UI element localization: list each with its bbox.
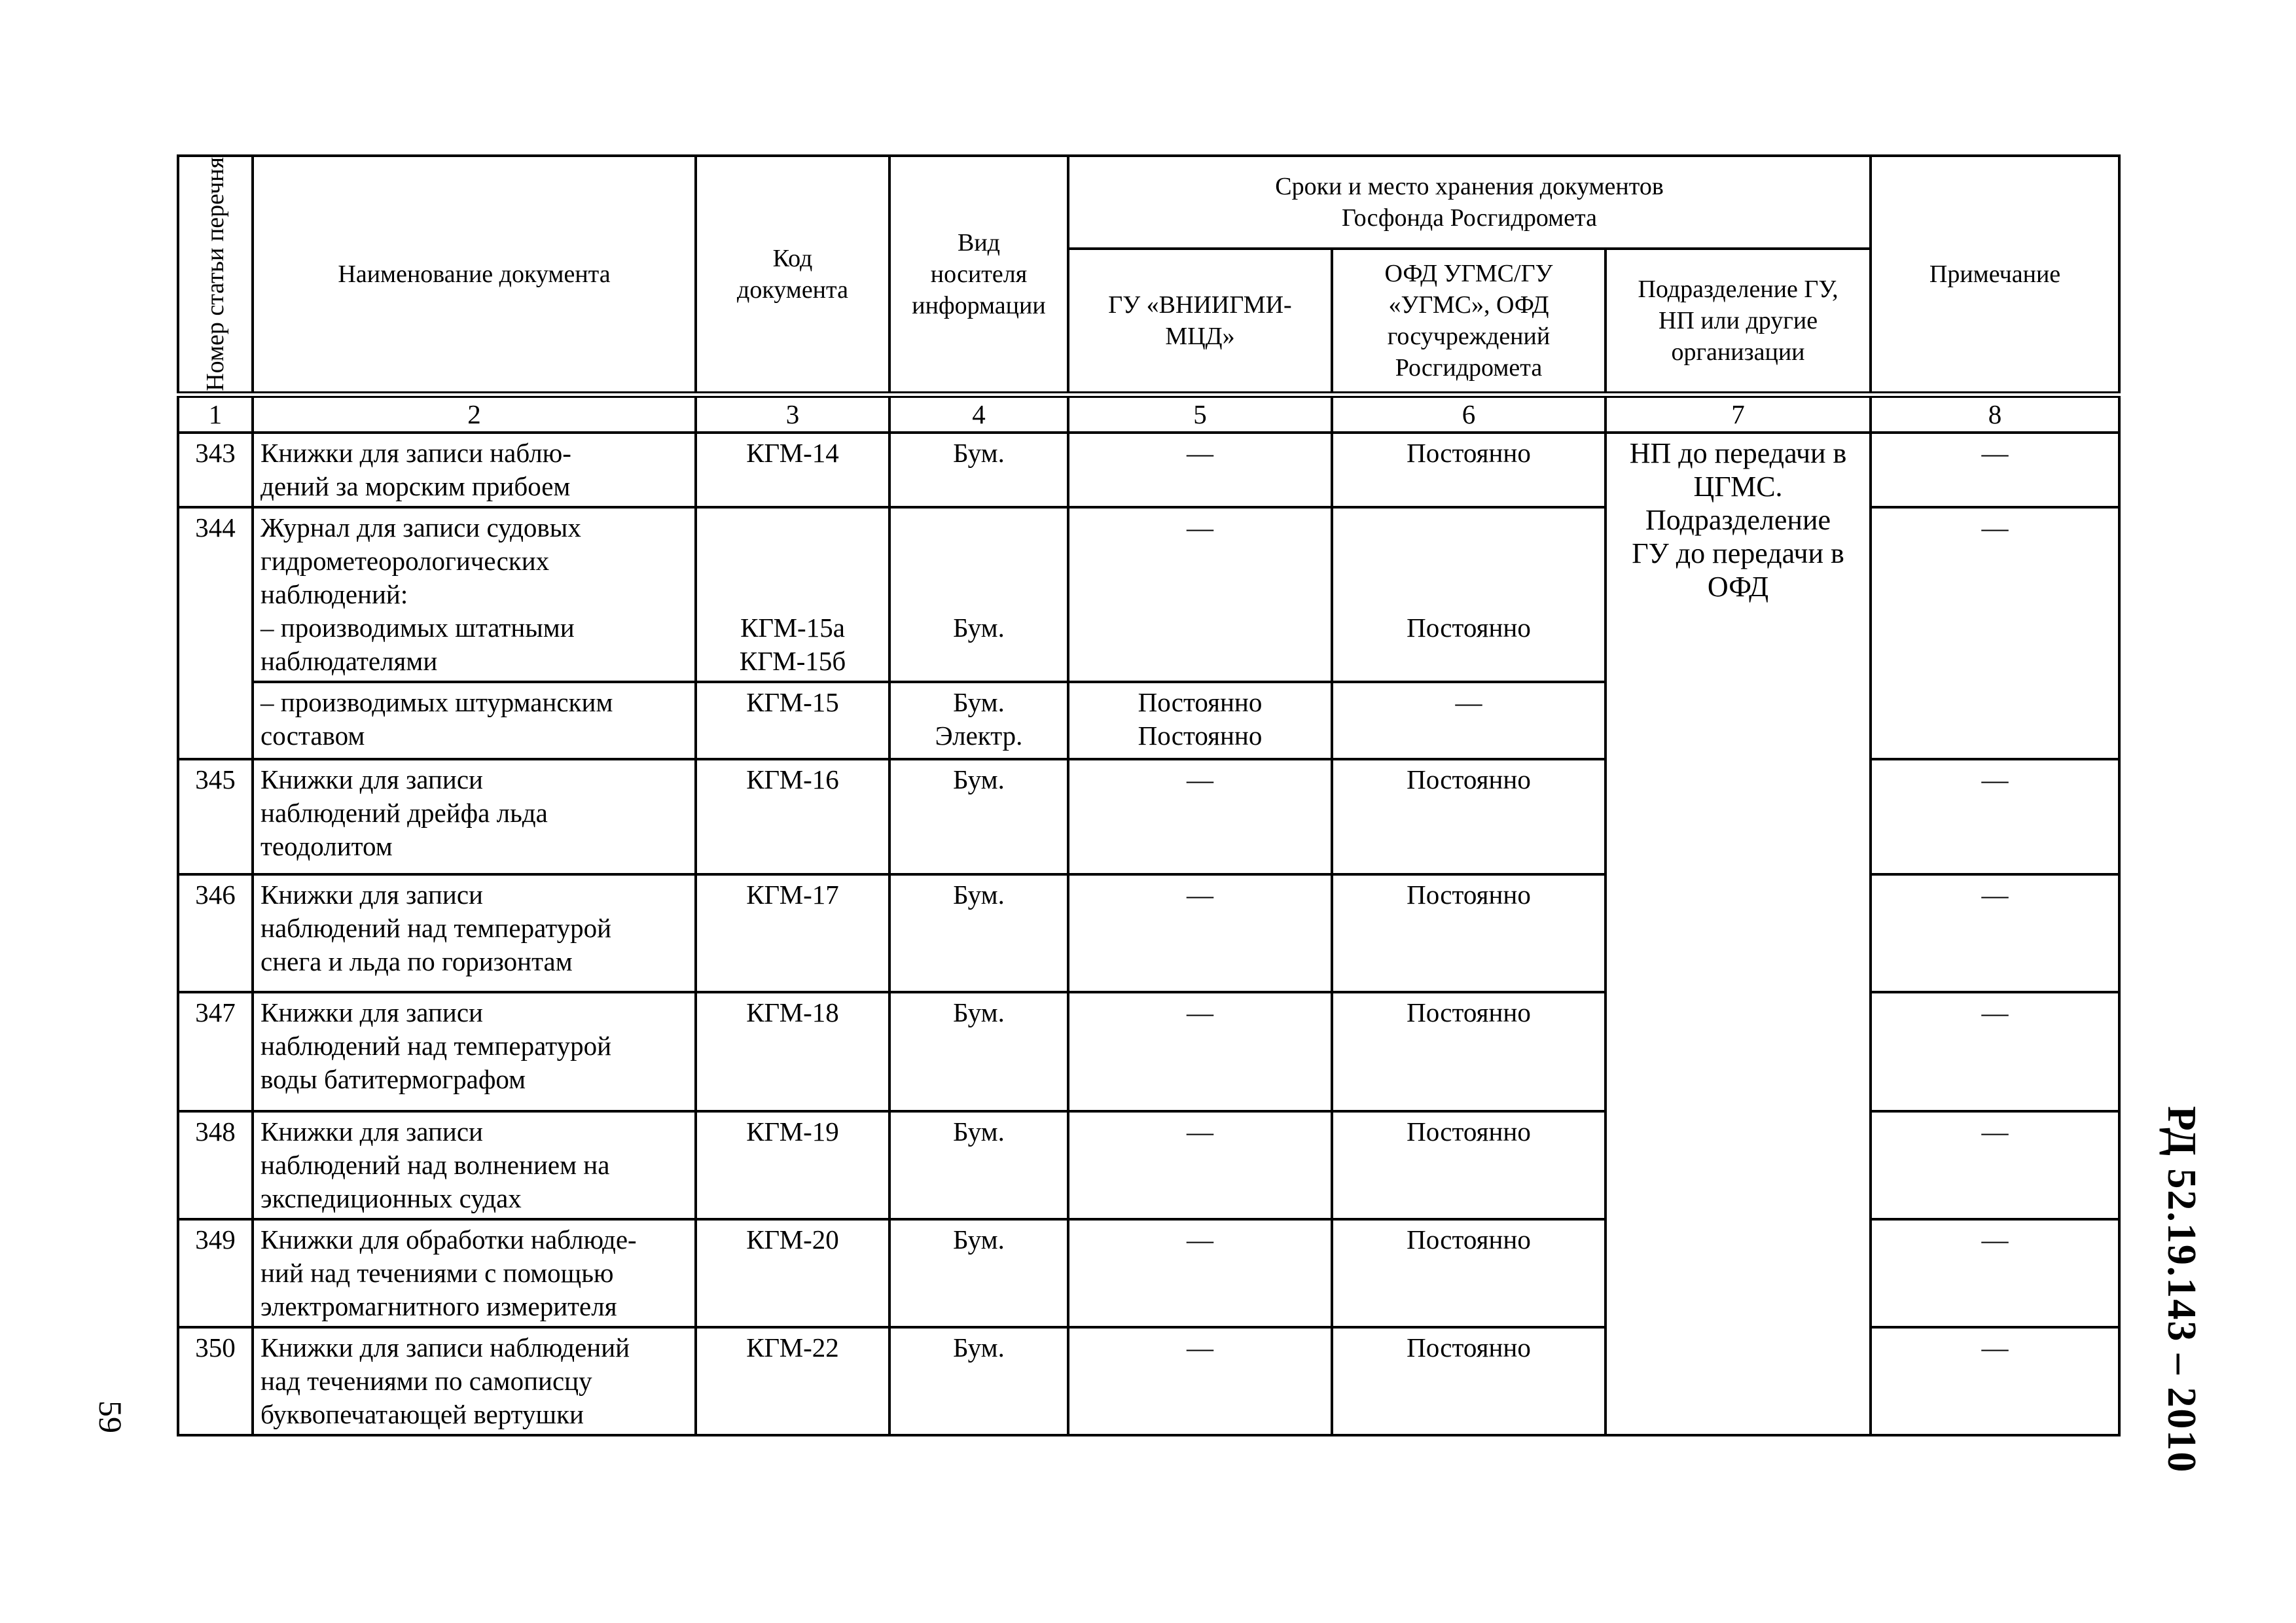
document-code: КГМ-22 bbox=[696, 1327, 889, 1435]
header-subdivision: Подразделение ГУ, НП или другие организации bbox=[1605, 249, 1871, 395]
article-number: 344 bbox=[178, 507, 253, 759]
header-document-name: Наименование документа bbox=[253, 156, 696, 395]
media-type: Бум. bbox=[889, 433, 1068, 507]
vniigmi-term: — bbox=[1068, 1327, 1332, 1435]
article-number: 349 bbox=[178, 1219, 253, 1327]
header-media-type: Вид носителя информации bbox=[889, 156, 1068, 395]
ofd-term: Постоянно bbox=[1332, 1327, 1605, 1435]
document-name: Книжки для записи наблюдений над волнением на экспедиционных судах bbox=[253, 1111, 696, 1219]
media-type: Бум. Электр. bbox=[889, 682, 1068, 759]
vniigmi-term: — bbox=[1068, 1219, 1332, 1327]
vniigmi-term: — bbox=[1068, 507, 1332, 682]
header-vniigmi: ГУ «ВНИИГМИ- МЦД» bbox=[1068, 249, 1332, 395]
page-number: 59 bbox=[92, 1400, 129, 1433]
column-number: 5 bbox=[1068, 395, 1332, 433]
note: — bbox=[1871, 507, 2119, 759]
article-number: 343 bbox=[178, 433, 253, 507]
header-note: Примечание bbox=[1871, 156, 2119, 395]
document-name: Книжки для записи наблю- дений за морским прибоем bbox=[253, 433, 696, 507]
document-name: Книжки для записи наблюдений над температурой снега и льда по горизонтам bbox=[253, 874, 696, 992]
ofd-term: Постоянно bbox=[1332, 992, 1605, 1111]
note: — bbox=[1871, 1111, 2119, 1219]
media-type: Бум. bbox=[889, 874, 1068, 992]
document-code: КГМ-15 bbox=[696, 682, 889, 759]
document-name: Книжки для записи наблюдений дрейфа льда теодолитом bbox=[253, 759, 696, 874]
vniigmi-term: — bbox=[1068, 759, 1332, 874]
document-name: Книжки для записи наблюдений над течениями по самописцу буквопечатающей вертушки bbox=[253, 1327, 696, 1435]
article-number: 346 bbox=[178, 874, 253, 992]
document-code: КГМ-16 bbox=[696, 759, 889, 874]
vniigmi-term: Постоянно Постоянно bbox=[1068, 682, 1332, 759]
vniigmi-term: — bbox=[1068, 874, 1332, 992]
media-type: Бум. bbox=[889, 1327, 1068, 1435]
article-number: 348 bbox=[178, 1111, 253, 1219]
column-number-row bbox=[178, 395, 2119, 433]
ofd-term: Постоянно bbox=[1332, 874, 1605, 992]
ofd-term: Постоянно bbox=[1332, 507, 1605, 682]
column-number: 6 bbox=[1332, 395, 1605, 433]
column-number: 1 bbox=[178, 395, 253, 433]
document-name: Книжки для записи наблюдений над температурой воды батитермографом bbox=[253, 992, 696, 1111]
document-code: КГМ-20 bbox=[696, 1219, 889, 1327]
header-article-number: Номер статьи перечня bbox=[178, 156, 253, 395]
document-table bbox=[177, 154, 2121, 1436]
media-type: Бум. bbox=[889, 992, 1068, 1111]
header-ofd-ugms: ОФД УГМС/ГУ «УГМС», ОФД госучреждений Росгидромета bbox=[1332, 249, 1605, 395]
document-code: КГМ-17 bbox=[696, 874, 889, 992]
media-type: Бум. bbox=[889, 759, 1068, 874]
document-code-label: РД 52.19.143 – 2010 bbox=[2159, 1106, 2204, 1474]
header-storage-group: Сроки и место хранения документов Госфонда Росгидромета bbox=[1068, 156, 1871, 249]
media-type: Бум. bbox=[889, 507, 1068, 682]
column-number: 2 bbox=[253, 395, 696, 433]
document-code: КГМ-18 bbox=[696, 992, 889, 1111]
column-number: 4 bbox=[889, 395, 1068, 433]
vniigmi-term: — bbox=[1068, 433, 1332, 507]
ofd-term: — bbox=[1332, 682, 1605, 759]
article-number: 350 bbox=[178, 1327, 253, 1435]
ofd-term: Постоянно bbox=[1332, 1111, 1605, 1219]
column-number: 3 bbox=[696, 395, 889, 433]
article-number: 347 bbox=[178, 992, 253, 1111]
ofd-term: Постоянно bbox=[1332, 1219, 1605, 1327]
note: — bbox=[1871, 874, 2119, 992]
column-number: 8 bbox=[1871, 395, 2119, 433]
ofd-term: Постоянно bbox=[1332, 759, 1605, 874]
article-number: 345 bbox=[178, 759, 253, 874]
media-type: Бум. bbox=[889, 1219, 1068, 1327]
vniigmi-term: — bbox=[1068, 992, 1332, 1111]
header-document-code: Код документа bbox=[696, 156, 889, 395]
subdivision-merged: НП до передачи в ЦГМС. Подразделение ГУ до передачи в ОФД bbox=[1605, 433, 1871, 1435]
document-code: КГМ-19 bbox=[696, 1111, 889, 1219]
ofd-term: Постоянно bbox=[1332, 433, 1605, 507]
document-name: Книжки для обработки наблюде- ний над течениями с помощью электромагнитного измерителя bbox=[253, 1219, 696, 1327]
table-row bbox=[178, 433, 2119, 507]
note: — bbox=[1871, 1219, 2119, 1327]
vniigmi-term: — bbox=[1068, 1111, 1332, 1219]
note: — bbox=[1871, 433, 2119, 507]
media-type: Бум. bbox=[889, 1111, 1068, 1219]
document-code: КГМ-14 bbox=[696, 433, 889, 507]
column-number: 7 bbox=[1605, 395, 1871, 433]
document-name: – производимых штурманским составом bbox=[253, 682, 696, 759]
document-code: КГМ-15а КГМ-15б bbox=[696, 507, 889, 682]
note: — bbox=[1871, 992, 2119, 1111]
note: — bbox=[1871, 1327, 2119, 1435]
document-name: Журнал для записи судовых гидрометеорологических наблюдений: – производимых штатными наблюдателями bbox=[253, 507, 696, 682]
note: — bbox=[1871, 759, 2119, 874]
